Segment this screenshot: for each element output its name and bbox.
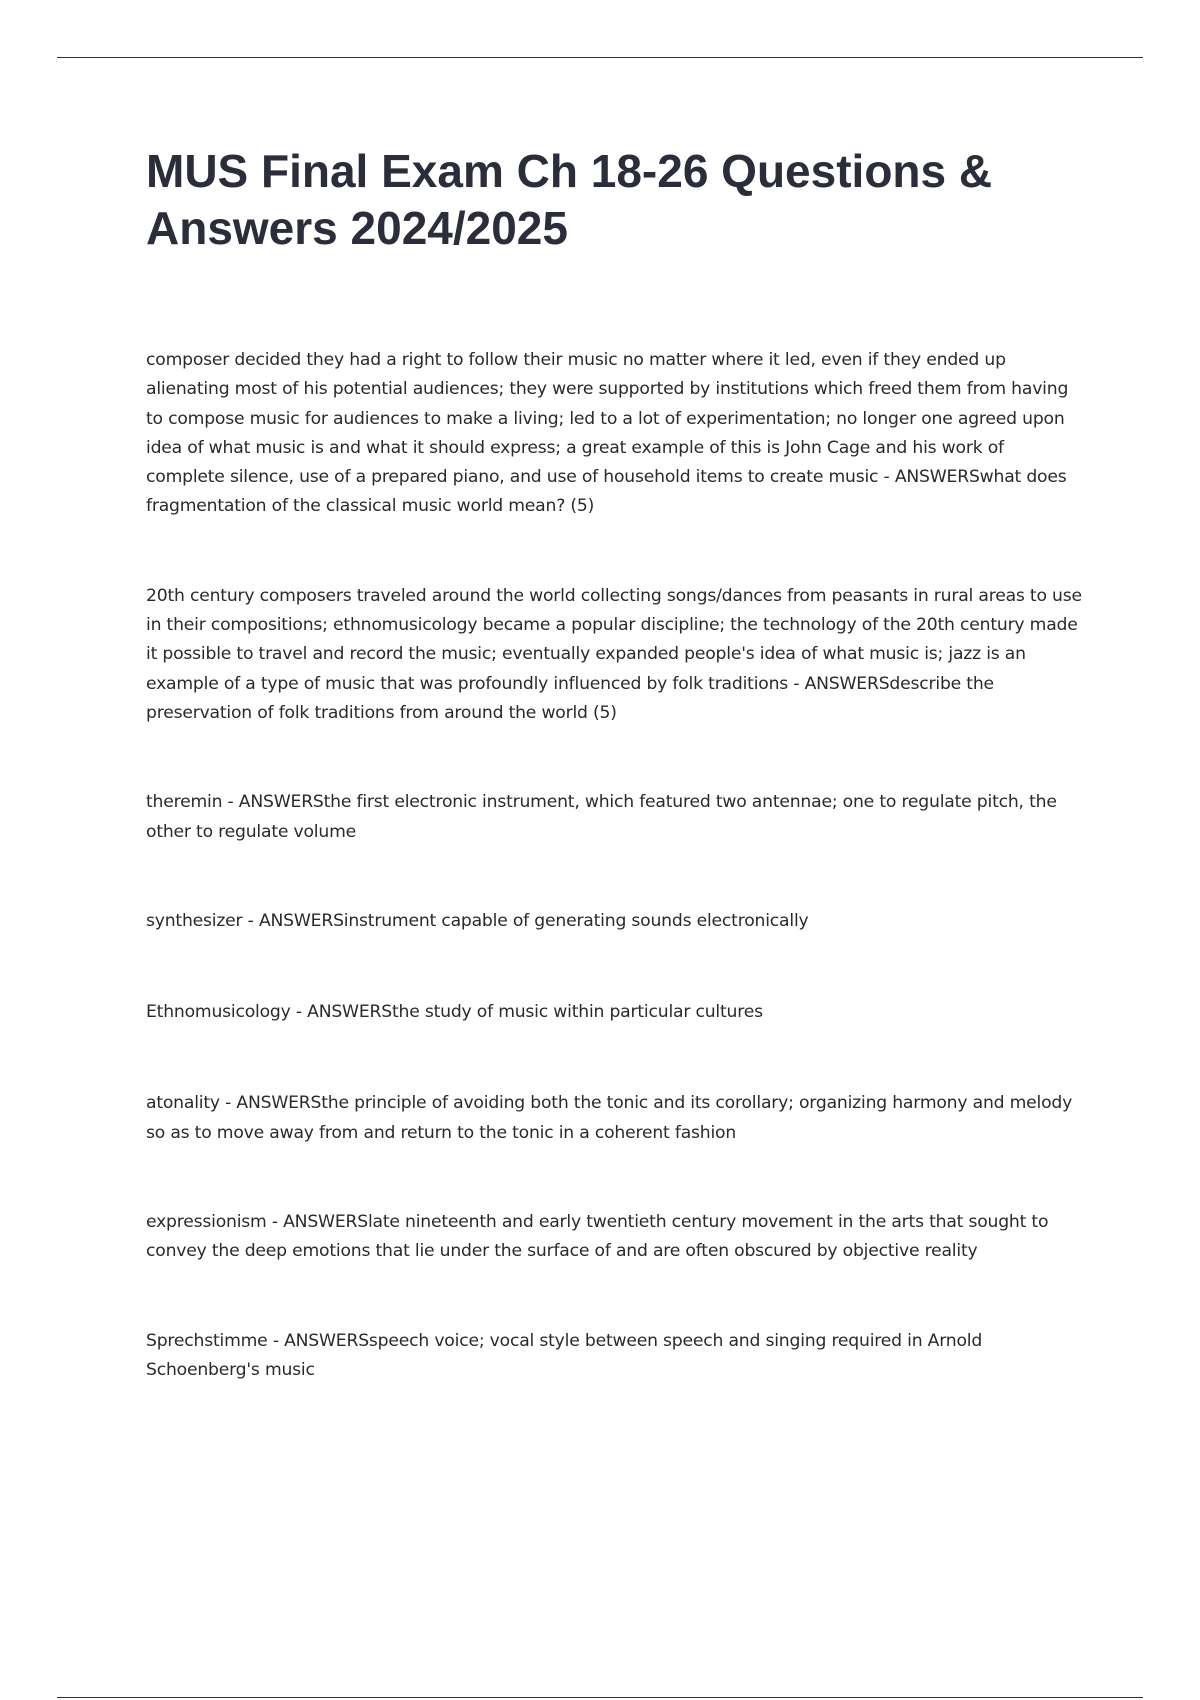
qa-entry-sprechstimme: Sprechstimme - ANSWERSspeech voice; vocal style between speech and singing required in Arnold Schoenberg's music	[146, 1330, 983, 1380]
page-title: MUS Final Exam Ch 18-26 Questions & Answers 2024/2025	[146, 145, 993, 254]
qa-entry-atonality: atonality - ANSWERSthe principle of avoiding both the tonic and its corollary; organizing harmony and melody so as to move away from and return to the tonic in a coherent fashion	[146, 1093, 1073, 1143]
bottom-divider	[57, 1697, 1143, 1698]
qa-list	[146, 346, 1086, 1385]
qa-entry-ethnomusicology: Ethnomusicology - ANSWERSthe study of music within particular cultures	[146, 1002, 763, 1023]
qa-entry-theremin: theremin - ANSWERSthe first electronic instrument, which featured two antennae; one to regulate pitch, the other to regulate volume	[146, 792, 1057, 842]
qa-entry-expressionism: expressionism - ANSWERSlate nineteenth and early twentieth century movement in the arts that sought to convey the deep emotions that lie under the surface of and are often obscured by objective reality	[146, 1212, 1049, 1262]
qa-entry-synthesizer: synthesizer - ANSWERSinstrument capable of generating sounds electronically	[146, 910, 809, 931]
qa-entry-fragmentation: composer decided they had a right to follow their music no matter where it led, even if they ended up alienating most of his potential audiences; they were supported by institutions which freed them from having to compose music for audiences to make a living; led to a lot of experimentation; no longer one agreed upon idea of what music is and what it should express; a great example of this is John Cage and his work of complete silence, use of a prepared piano, and use of household items to create music - ANSWERSwhat does fragmentation of the classical music world mean? (5)	[146, 350, 1069, 517]
qa-entry-folk-traditions: 20th century composers traveled around the world collecting songs/dances from peasants in rural areas to use in their compositions; ethnomusicology became a popular discipline; the technology of the 20th century made it possible to travel and record the music; eventually expanded people's idea of what music is; jazz is an example of a type of music that was profoundly influenced by folk traditions - ANSWERSdescribe the preservation of folk traditions from around the world (5)	[146, 585, 1082, 723]
top-divider	[57, 57, 1143, 58]
